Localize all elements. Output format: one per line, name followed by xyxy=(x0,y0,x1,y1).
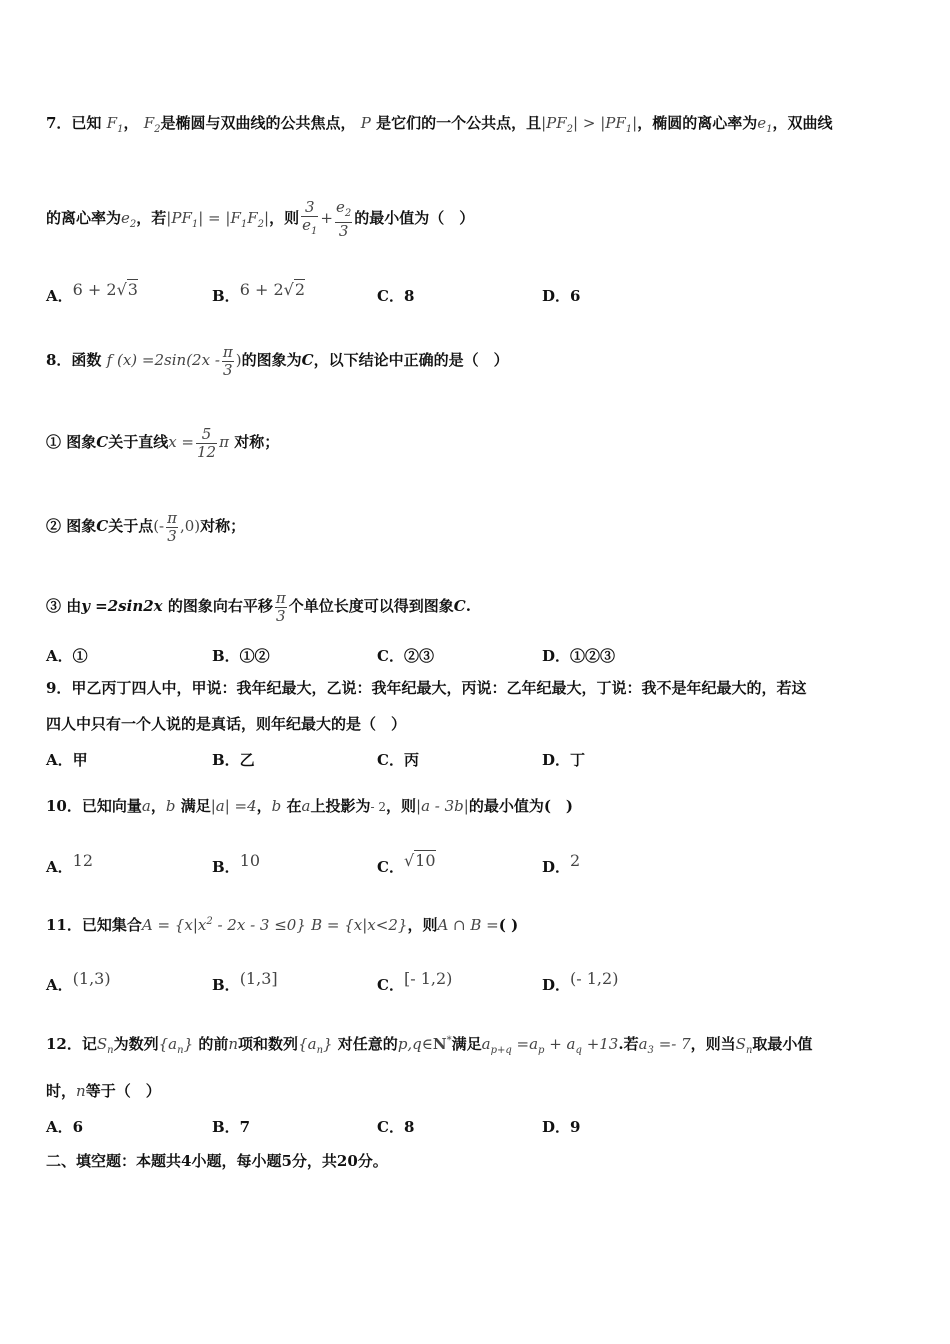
math-pf2-gt-pf1: $|PF_2| > |PF_1|$ xyxy=(541,114,638,135)
math-recurrence: $a_{p+q} =a_p + a_q +13$ xyxy=(481,1035,619,1056)
q11-option-a: A．(1,3) xyxy=(46,969,111,994)
q12-option-d: D．9 xyxy=(542,1118,581,1136)
q9-option-c: C．丙 xyxy=(377,751,419,769)
q8-option-c: C．②③ xyxy=(377,647,434,665)
q7-option-a: A．6 + 2√3 xyxy=(46,280,138,305)
q7-option-c: C．8 xyxy=(377,287,415,305)
math-minus-2: - 2 xyxy=(370,800,386,814)
q8-stem: 8．函数 f (x) =2sin(2x - $\frac{\pi}{3}$ )的图象为C，以下结论中正确的是（ ） xyxy=(46,342,509,379)
q8-statement-2: ② 图象C关于点(- $\frac{\pi}{3}$ ,0)对称； xyxy=(46,508,246,545)
q10-stem: 10．已知向量a，b 满足|a| =4，b 在a上投影为- 2，则|a - 3b|的最小值为( ) xyxy=(46,797,574,815)
math-Sn: $S_n$ xyxy=(96,1035,114,1056)
math-abs-a-minus-3b: |a - 3b| xyxy=(416,797,469,815)
q12-option-a: A．6 xyxy=(46,1118,84,1136)
math-f-of-x: f (x) =2sin(2x - xyxy=(106,351,220,369)
q10-option-b: B．10 xyxy=(212,851,261,876)
math-set-A: $A = \{x|x^2 - 2x - 3 \le 0\}$ xyxy=(141,916,306,934)
math-x-eq: x = xyxy=(168,433,194,451)
q10-option-d: D．2 xyxy=(542,851,581,876)
fraction-pi-over-3-c: $\frac{\pi}{3}$ xyxy=(275,588,286,625)
math-abs-a-eq-4: |a| =4 xyxy=(210,797,257,815)
fraction-3-over-e1: $\frac{3}{e_1}$ xyxy=(302,197,318,237)
q8-statement-3: ③ 由y =2sin2x 的图象向右平移 $\frac{\pi}{3}$ 个单位长度可以得到图象C. xyxy=(46,588,471,625)
math-vec-b: b xyxy=(165,797,176,815)
fraction-pi-over-3: $\frac{\pi}{3}$ xyxy=(222,342,233,379)
q9-line1: 9．甲乙丙丁四人中，甲说：我年纪最大，乙说：我年纪最大，丙说：乙年纪最大，丁说：我不是年纪最大的，若这 xyxy=(46,679,807,697)
math-intersection: A ∩ B = xyxy=(437,916,499,934)
q12-option-b: B．7 xyxy=(212,1118,251,1136)
q11-option-d: D．(- 1,2) xyxy=(542,969,619,994)
q7-line1: 7．已知 $F_1$， $F_2$是椭圆与双曲线的公共焦点， P 是它们的一个公共点，且$|PF_2| > |PF_1|$，椭圆的离心率为$e_1$，双曲线 xyxy=(46,114,833,135)
math-pf1-eq-f1f2: $|PF_1| = |F_1F_2|$ xyxy=(166,209,270,230)
fraction-e2-over-3: $\frac{e_2}{3}$ xyxy=(335,197,352,240)
q8-option-b: B．①② xyxy=(212,647,270,665)
math-point: (- xyxy=(153,517,165,535)
q7-line2: 的离心率为$e_2$，若$|PF_1| = |F_1F_2|$，则 $\frac{3}{e_1}$ + $\frac{e_2}{3}$ 的最小值为（ ） xyxy=(46,197,475,240)
q11-stem: 11．已知集合$A = \{x|x^2 - 2x - 3 \le 0\} B = \{x|x<2\}$，则A ∩ B =( ) xyxy=(46,916,519,934)
math-seq-an: $\{a_n\}$ xyxy=(158,1035,194,1056)
fraction-pi-over-3-b: $\frac{\pi}{3}$ xyxy=(167,508,177,545)
q10-option-a: A．12 xyxy=(46,851,93,876)
q9-option-b: B．乙 xyxy=(212,751,255,769)
q9-option-d: D．丁 xyxy=(542,751,586,769)
math-e1: $e_1$ xyxy=(757,114,773,135)
math-P: P xyxy=(360,114,371,132)
math-pq-in-N: p,q∈N* xyxy=(397,1035,452,1053)
math-e2: $e_2$ xyxy=(121,209,137,230)
q10-option-c: C．√10 xyxy=(377,851,436,876)
math-a3: $a_3 =- 7$ xyxy=(638,1035,691,1056)
math-set-B: B = {x|x<2} xyxy=(311,916,408,934)
q7-option-d: D．6 xyxy=(542,287,581,305)
q8-statement-1: ① 图象C关于直线x = $\frac{5}{12}$ π 对称； xyxy=(46,424,280,461)
q9-line2: 四人中只有一个人说的是真话，则年纪最大的是（ ） xyxy=(46,715,407,733)
q9-option-a: A．甲 xyxy=(46,751,88,769)
q11-option-b: B．(1,3] xyxy=(212,969,278,994)
q8-option-a: A．① xyxy=(46,647,88,665)
fraction-5-over-12: $\frac{5}{12}$ xyxy=(197,424,217,461)
section-heading: 二、填空题：本题共4小题，每小题5分，共20分。 xyxy=(46,1152,388,1170)
q12-line1: 12．记$S_n$为数列$\{a_n\}$ 的前n项和数列$\{a_n\}$ 对任意的p,q∈N*满足$a_{p+q} =a_p + a_q +13$.若$a_3 =- 7$，则当$S_n$取最小值 xyxy=(46,1035,813,1056)
q12-option-c: C．8 xyxy=(377,1118,415,1136)
math-vec-a: a xyxy=(141,797,151,815)
q8-option-d: D．①②③ xyxy=(542,647,616,665)
q12-line2: 时，n等于（ ） xyxy=(46,1082,161,1100)
math-F1: $F_1$ xyxy=(106,114,124,135)
q7-option-b: B．6 + 2√2 xyxy=(212,280,306,305)
math-F2: $F_2$ xyxy=(143,114,161,135)
q11-option-c: C．[- 1,2) xyxy=(377,969,453,994)
